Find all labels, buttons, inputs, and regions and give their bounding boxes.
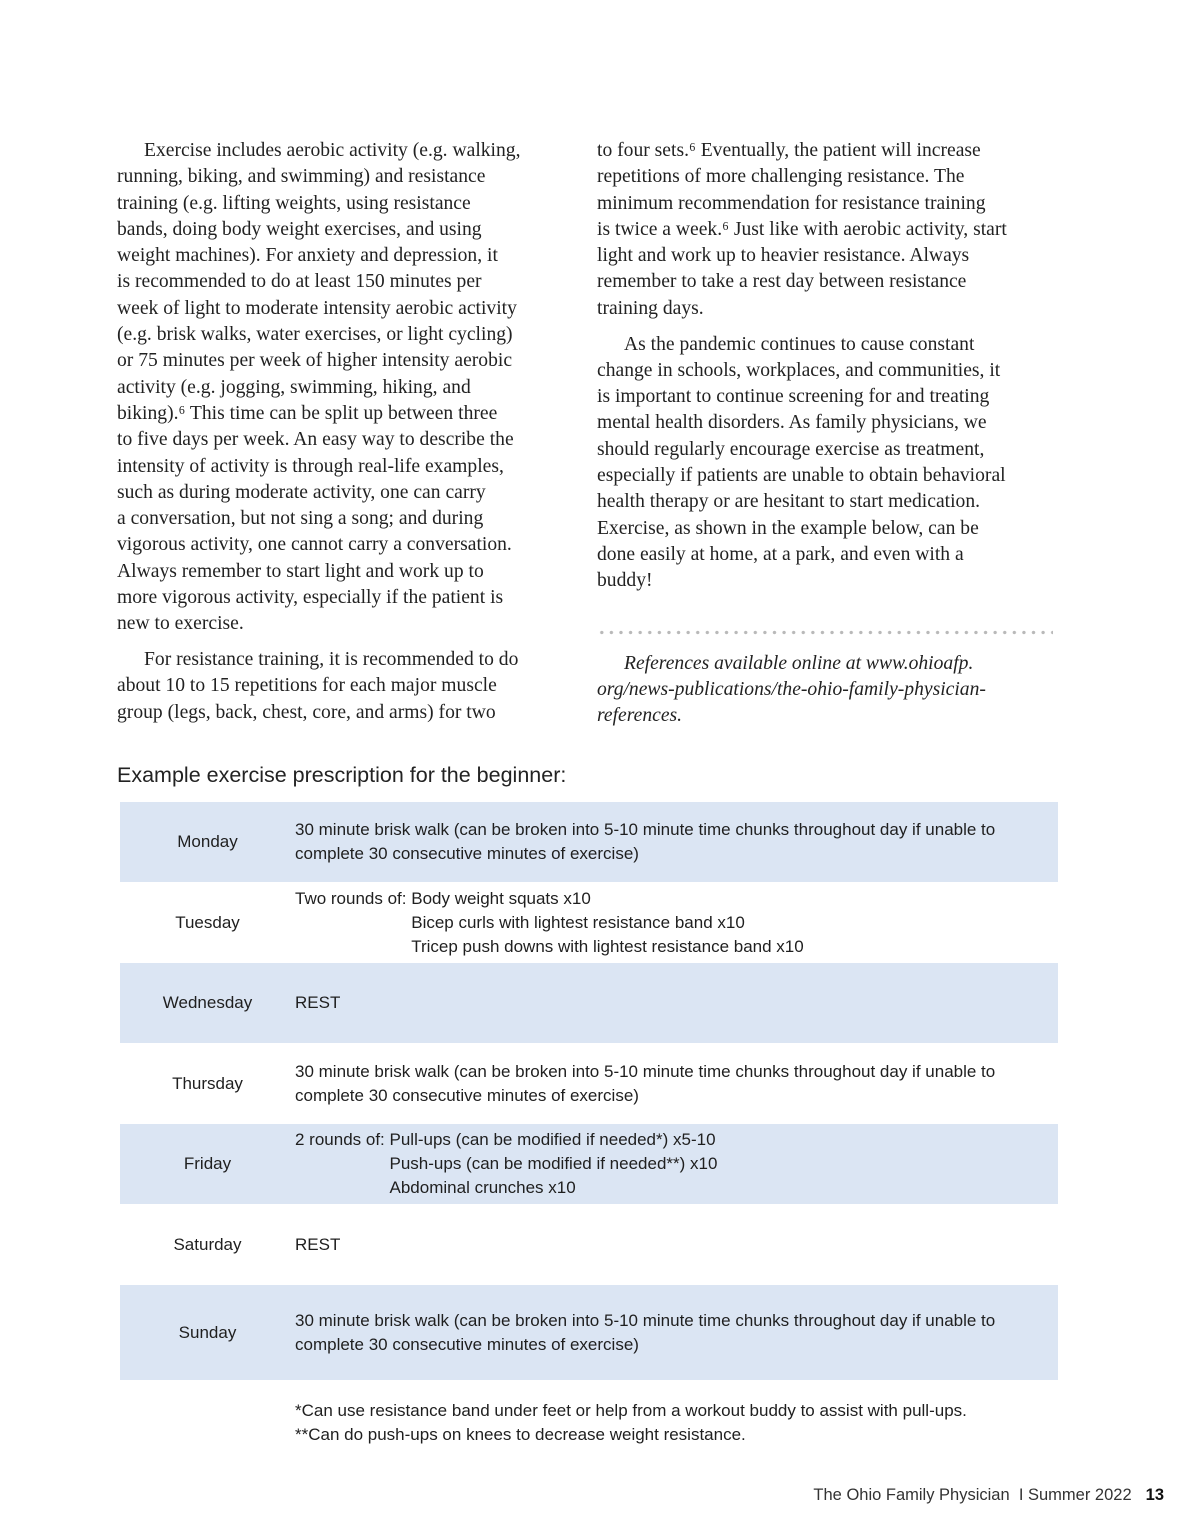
activity-text: REST xyxy=(295,1234,341,1254)
publication-name: The Ohio Family Physician I Summer 2022 xyxy=(813,1486,1132,1504)
activity-item: Push-ups (can be modified if needed**) x10 xyxy=(389,1154,718,1173)
table-title: Example exercise prescription for the beginner: xyxy=(117,763,567,787)
activity-item: Tricep push downs with lightest resistance band x10 xyxy=(411,936,804,956)
day-cell: Friday xyxy=(183,1154,232,1173)
left-column xyxy=(117,138,569,736)
right-paragraph-1: to four sets.⁶ Eventually, the patient will increase repetitions of more challenging resistance. The minimum recommendation for resistance training is twice a week.⁶ Just like with aerobic activity, start light and work up to heavier resistance. Always remember to take a rest day between resistance training days. xyxy=(597,140,1007,319)
exercise-table xyxy=(120,802,1058,1380)
activity-cell xyxy=(295,1309,1058,1357)
table-row xyxy=(120,963,1058,1043)
activity-cell xyxy=(295,1233,1058,1257)
page-number: 13 xyxy=(1145,1486,1164,1504)
table-row xyxy=(120,802,1058,882)
activity-cell xyxy=(295,887,1058,959)
footnote: *Can use resistance band under feet or help from a workout buddy to assist with pull-ups. xyxy=(295,1401,967,1420)
day-cell: Saturday xyxy=(173,1234,242,1254)
activity-text: 30 minute brisk walk (can be broken into 5-10 minute time chunks throughout day if unable to complete 30 consecutive minutes of exercise) xyxy=(295,1310,996,1354)
left-paragraph-1: Exercise includes aerobic activity (e.g. walking, running, biking, and swimming) and resistance training (e.g. lifting weights, using resistance bands, doing body weight exercises, and using weight machines). For anxiety and depression, it is recommended to do at least 150 minutes per week of light to moderate intensity aerobic activity (e.g. brisk walks, water exercises, or light cycling) or 75 minutes per week of higher intensity aerobic activity (e.g. jogging, swimming, hiking, and biking).⁶ This time can be split up between three to five days per week. An easy way to describe the intensity of activity is through real-life examples, such as during moderate activity, one can carry a conversation, but not sing a song; and during vigorous activity, one cannot carry a conversation. Always remember to start light and work up to more vigorous activity, especially if the patient is new to exercise. xyxy=(117,140,521,635)
left-paragraph-2: For resistance training, it is recommended to do about 10 to 15 repetitions for each major muscle group (legs, back, chest, core, and arms) for two xyxy=(117,649,519,723)
references-note: References available online at www.ohioafp. org/news-publications/the-ohio-family-physician- references. xyxy=(597,652,986,727)
right-column xyxy=(597,138,1053,739)
right-paragraph-2: As the pandemic continues to cause constant change in schools, workplaces, and communities, it is important to continue screening for and treating mental health disorders. As family physicians, we should regularly encourage exercise as treatment, especially if patients are unable to obtain behavioral health therapy or are hesitant to start medication. Exercise, as shown in the example below, can be done easily at home, at a park, and even with a buddy! xyxy=(597,333,1006,592)
activity-items xyxy=(390,1128,718,1200)
activity-items xyxy=(411,887,803,959)
day-cell: Monday xyxy=(177,832,238,851)
day-cell: Sunday xyxy=(178,1322,237,1342)
table-row xyxy=(120,1124,1058,1204)
table-row xyxy=(120,882,1058,963)
activity-cell xyxy=(295,818,1058,866)
day-cell: Wednesday xyxy=(162,993,253,1012)
activity-item: Abdominal crunches x10 xyxy=(389,1178,576,1197)
dotted-divider xyxy=(597,630,1053,635)
footnote: **Can do push-ups on knees to decrease weight resistance. xyxy=(295,1425,746,1444)
table-row xyxy=(120,1204,1058,1285)
activity-lead: 2 rounds of: xyxy=(295,1130,390,1149)
activity-cell xyxy=(295,1128,1058,1200)
day-cell: Thursday xyxy=(172,1073,243,1093)
activity-text: REST xyxy=(295,993,341,1012)
table-row xyxy=(120,1043,1058,1124)
activity-lead: Two rounds of: xyxy=(295,888,412,908)
table-footnotes xyxy=(295,1399,967,1447)
activity-item: Pull-ups (can be modified if needed*) x5-10 xyxy=(389,1130,716,1149)
activity-cell xyxy=(295,991,1058,1015)
table-row xyxy=(120,1285,1058,1380)
activity-item: Bicep curls with lightest resistance band x10 xyxy=(411,912,745,932)
activity-text: 30 minute brisk walk (can be broken into 5-10 minute time chunks throughout day if unable to complete 30 consecutive minutes of exercise) xyxy=(295,1061,996,1105)
day-cell: Tuesday xyxy=(175,912,240,932)
activity-item: Body weight squats x10 xyxy=(411,888,591,908)
activity-cell xyxy=(295,1060,1058,1108)
activity-text: 30 minute brisk walk (can be broken into 5-10 minute time chunks throughout day if unable to complete 30 consecutive minutes of exercise) xyxy=(295,820,996,863)
page-footer xyxy=(813,1486,1164,1505)
